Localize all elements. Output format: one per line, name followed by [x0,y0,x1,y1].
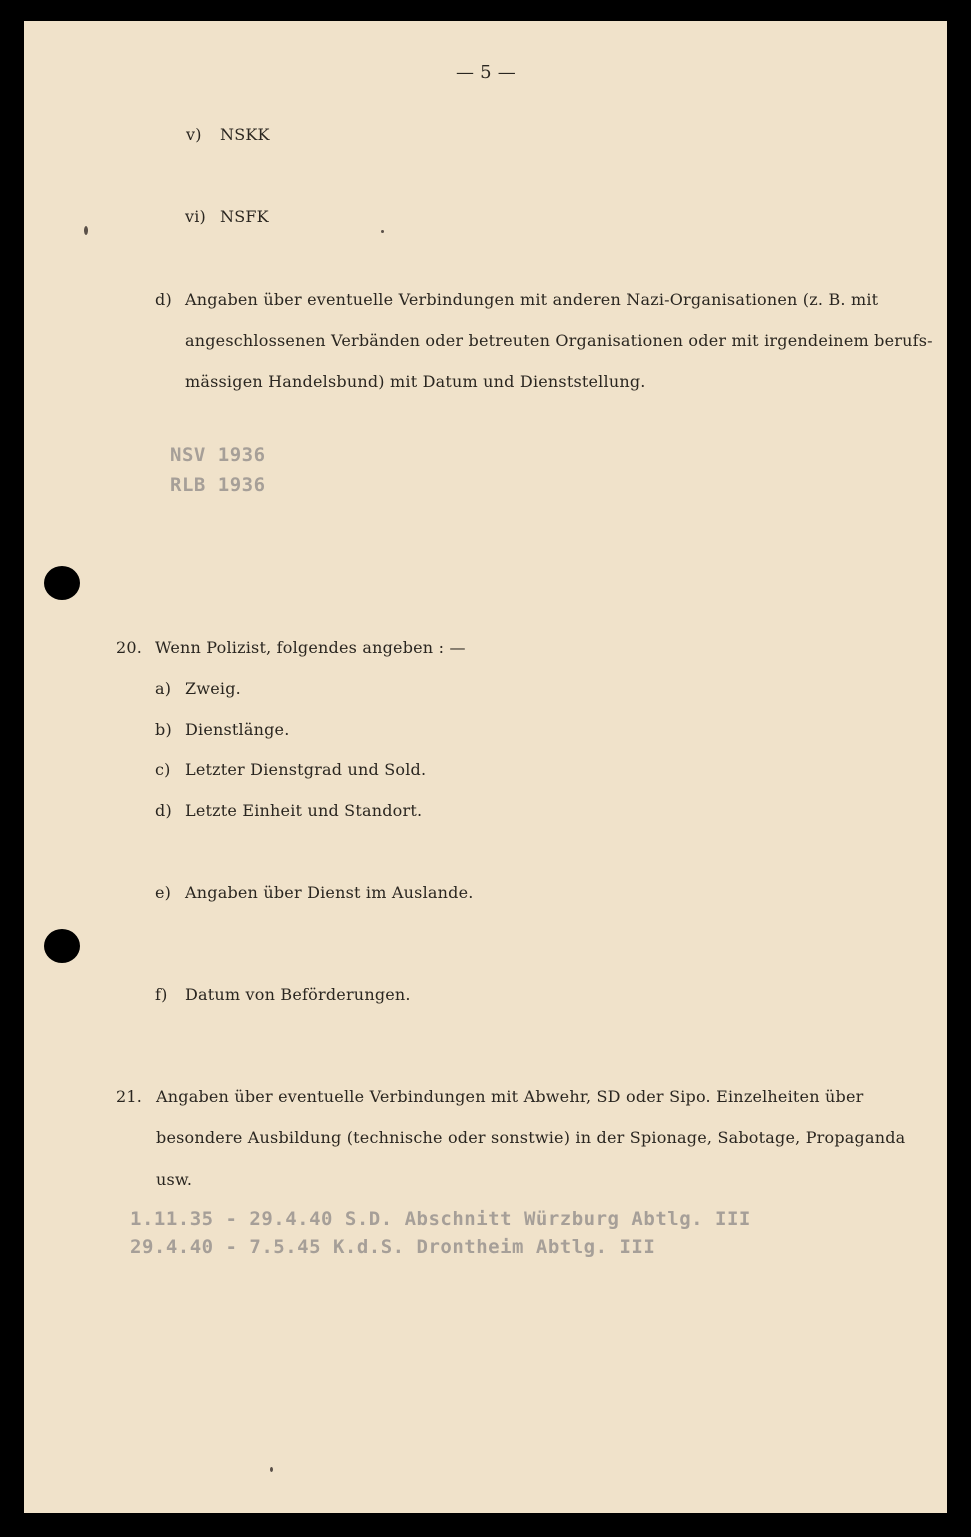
item-marker: e) [155,883,172,902]
item-text: NSKK [220,125,270,144]
question-title: Wenn Polizist, folgendes angeben : — [155,638,466,657]
punch-hole [44,929,80,963]
ink-speck [84,226,88,235]
ink-speck [381,230,384,233]
item-marker: v) [186,125,202,144]
page-number: — 5 — [456,62,516,83]
item-text: Datum von Beförderungen. [185,985,411,1004]
item-marker: a) [155,679,172,698]
question-line: angeschlossenen Verbänden oder betreuten Organisationen oder mit irgendeinem berufs- [185,331,933,350]
question-line: Angaben über eventuelle Verbindungen mit Abwehr, SD oder Sipo. Einzelheiten über [156,1087,864,1106]
item-text: NSFK [220,207,269,226]
typed-answer: 1.11.35 - 29.4.40 S.D. Abschnitt Würzburg Abtlg. III [130,1208,751,1230]
item-marker: d) [155,801,172,820]
question-line: mässigen Handelsbund) mit Datum und Dienststellung. [185,372,646,391]
ink-speck [270,1467,273,1472]
item-text: Letzter Dienstgrad und Sold. [185,760,427,779]
item-text: Letzte Einheit und Standort. [185,801,423,820]
item-text: Angaben über Dienst im Auslande. [185,883,474,902]
typed-answer: RLB 1936 [170,474,266,496]
question-line: besondere Ausbildung (technische oder sonstwie) in der Spionage, Sabotage, Propaganda [156,1128,906,1147]
item-marker: b) [155,720,172,739]
item-marker: vi) [185,207,206,226]
typed-answer: NSV 1936 [170,444,266,466]
question-line: usw. [156,1170,193,1189]
punch-hole [44,566,80,600]
item-text: Dienstlänge. [185,720,290,739]
item-marker: c) [155,760,171,779]
question-marker: d) [155,290,172,309]
question-number: 20. [116,638,143,657]
question-number: 21. [116,1087,143,1106]
question-line: Angaben über eventuelle Verbindungen mit anderen Nazi-Organisationen (z. B. mit [185,290,879,309]
item-marker: f) [155,985,168,1004]
item-text: Zweig. [185,679,241,698]
typed-answer: 29.4.40 - 7.5.45 K.d.S. Drontheim Abtlg. III [130,1236,656,1258]
